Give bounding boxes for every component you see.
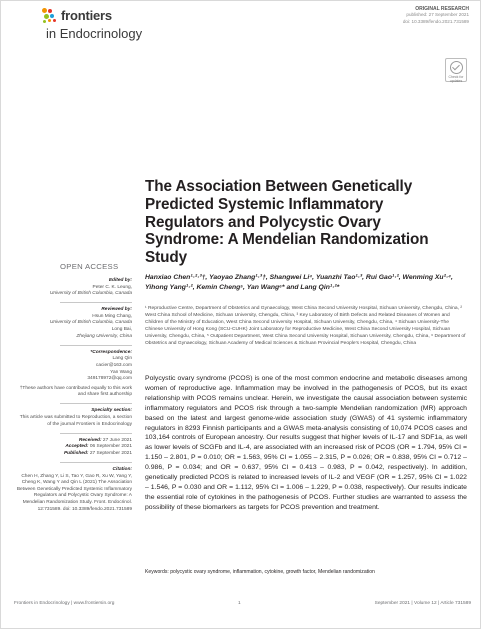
published-date: published: 27 September 2021 [406,12,469,18]
citation-text: Chen H, Zhang Y, Li S, Tao Y, Gao R, Xu W, Yang Y, Cheng K, Wang Y and Qin L (2021) The Association Between Genetically Predicted Systemic Inflammatory Regulators and Polycystic Ovary Syndrome: A Mendelian Randomization Study. Front. Endocrinol. 12:731589. doi: 10.3389/fendo.2021.731589 [16,473,132,512]
correspondence-label: *Correspondence: [90,349,132,355]
page-number: 1 [238,601,241,606]
specialty-text: This article was submitted to Reproduction, a section of the journal Frontiers in Endocrinology [19,415,132,427]
open-access-label: OPEN ACCESS [60,262,119,271]
citation-block [16,467,132,513]
accepted-label: Accepted: [65,444,89,450]
email-link[interactable]: 349178972@qq.com [87,376,132,382]
citation-label: Citation: [112,466,132,472]
footer-journal-link[interactable]: Frontiers in Endocrinology | www.frontiersin.org [14,601,115,606]
divider [60,462,132,463]
divider [60,433,132,434]
dates-block [16,438,132,458]
email-link[interactable]: cacier@163.com [95,362,132,368]
received-label: Received: [78,437,102,443]
doi-link[interactable]: doi: 10.3389/fendo.2021.731589 [402,18,469,24]
article-meta [403,6,469,25]
author-list: Hanxiao Chen¹·²·³†, Yaoyao Zhang¹·³†, Shangwei Li⁴, Yuanzhi Tao¹·³, Rui Gao¹·², Wenming Xu²·⁴, Yihong Yang¹·², Kemin Cheng⁵, Yan Wang⁶* and Lang Qin¹·²* [145,274,453,291]
corresponding-author: Lang Qin [112,356,132,362]
affiliations: ¹ Reproductive Centre, Department of Obstetrics and Gynaecology, West China Second University Hospital, Sichuan University, Chengdu, China, ² West China School of Medicine, Sichuan University, Chengdu, China, ³ Key Laboratory of Birth Defects and Related Diseases of Women and Children of the Ministry of Education, West China Second University Hospital, Sichuan University, Chengdu, China, ⁴ Sichuan University-The Chinese University of Hong Kong (SCU-CUHK) Joint Laboratory for Reproductive Medicine, West China Second University Hospital, Sichuan University, Chengdu, China, ⁵ Outpatient Department, West China Second University Hospital, Sichuan University, Chengdu, China, ⁶ Department of Obstetrics and Gynaecology, Sichuan Academy of Medical Sciences & Sichuan Provincial People's Hospital, Chengdu, China [145,306,466,346]
published-date: 27 September 2021 [89,450,132,456]
edited-by-block [16,278,132,298]
reviewed-by-block [16,307,132,340]
journal-logo[interactable] [42,6,182,54]
divider [60,345,132,346]
divider [60,302,132,303]
article-type: ORIGINAL RESEARCH [415,6,469,12]
journal-name: in Endocrinology [46,26,143,41]
frontiers-logo-icon [42,8,58,28]
article-sidebar [16,278,132,518]
specialty-label: Specialty section: [91,408,132,414]
check-updates-label: Check for updates [448,75,464,83]
editor-affiliation: University of British Columbia, Canada [49,291,132,297]
accepted-date: 06 September 2021 [89,444,132,450]
reviewed-by-label: Reviewed by: [101,307,132,313]
reviewer-name: Hsun Ming Chang, [92,313,132,319]
reviewer-name: Long Bai, [111,327,132,333]
footer-volume-info: September 2021 | Volume 12 | Article 731589 [374,601,471,606]
reviewer-affiliation: Zhejiang University, China [76,333,132,339]
check-for-updates-button[interactable] [445,58,467,82]
abstract-text: Polycystic ovary syndrome (PCOS) is one of the most common endocrine and metabolic diseases among women of reproductive age. Inflammation may be involved in the pathogenesis of PCOS, but its exact relationship with PCOS remains unclear. Herein, we investigate the causal association between systemic inflammatory regulators and PCOS risk through a two-sample Mendelian randomization (MR) approach based on the latest and largest genome-wide association study (GWAS) of 41 systemic inflammatory regulators in 8293 Finnish participants and a GWAS meta-analysis consisting of 10,074 PCOS cases and 103,164 controls of European ancestry. Our results suggest that higher levels of IL-17 and SDF1a, as well as lower levels of SCGFb and IL-4, are associated with an increased risk of PCOS (OR = 1.794, 95% CI = 1.150 – 2.801, P = 0.010; OR = 1.563, 95% CI = 1.055 – 2.315, P = 0.026; OR = 0.838, 95% CI = 0.712 – 0.986, P = 0.034; and OR = 0.637, 95% CI = 0.413 – 0.983, P = 0.042, respectively). In addition, genetically predicted PCOS is related to increased levels of IL-2 and VEGF (OR = 1.257, 95% CI = 1.022 – 1.546, P = 0.030 and OR = 1.112, 95% CI = 1.006 – 1.229, P = 0.038, respectively). Our results indicate the essential role of cytokines in the pathogenesis of PCOS. Further studies are warranted to assess the possibility of these biomarkers as targets for PCOS prevention and treatment. [145,375,467,511]
divider [60,403,132,404]
keywords: Keywords: polycystic ovary syndrome, inflammation, cytokine, growth factor, Mendelian randomization [145,569,375,575]
correspondence-block [16,350,132,399]
check-icon [450,61,463,74]
specialty-block [16,408,132,428]
published-label: Published: [63,450,89,456]
contribution-note: †These authors have contributed equally to this work and share first authorship [19,385,132,398]
editor-name: Peter C. K. Leung, [92,284,132,290]
corresponding-author: Yan Wang [110,369,132,375]
journal-brand: frontiers [61,8,112,23]
reviewer-affiliation: University of British Columbia, Canada [49,320,132,326]
edited-by-label: Edited by: [108,278,132,283]
received-date: 27 June 2021 [102,437,132,443]
article-title: The Association Between Genetically Predicted Systemic Inflammatory Regulators and Polycystic Ovary Syndrome: A Mendelian Randomization Study [145,178,429,267]
